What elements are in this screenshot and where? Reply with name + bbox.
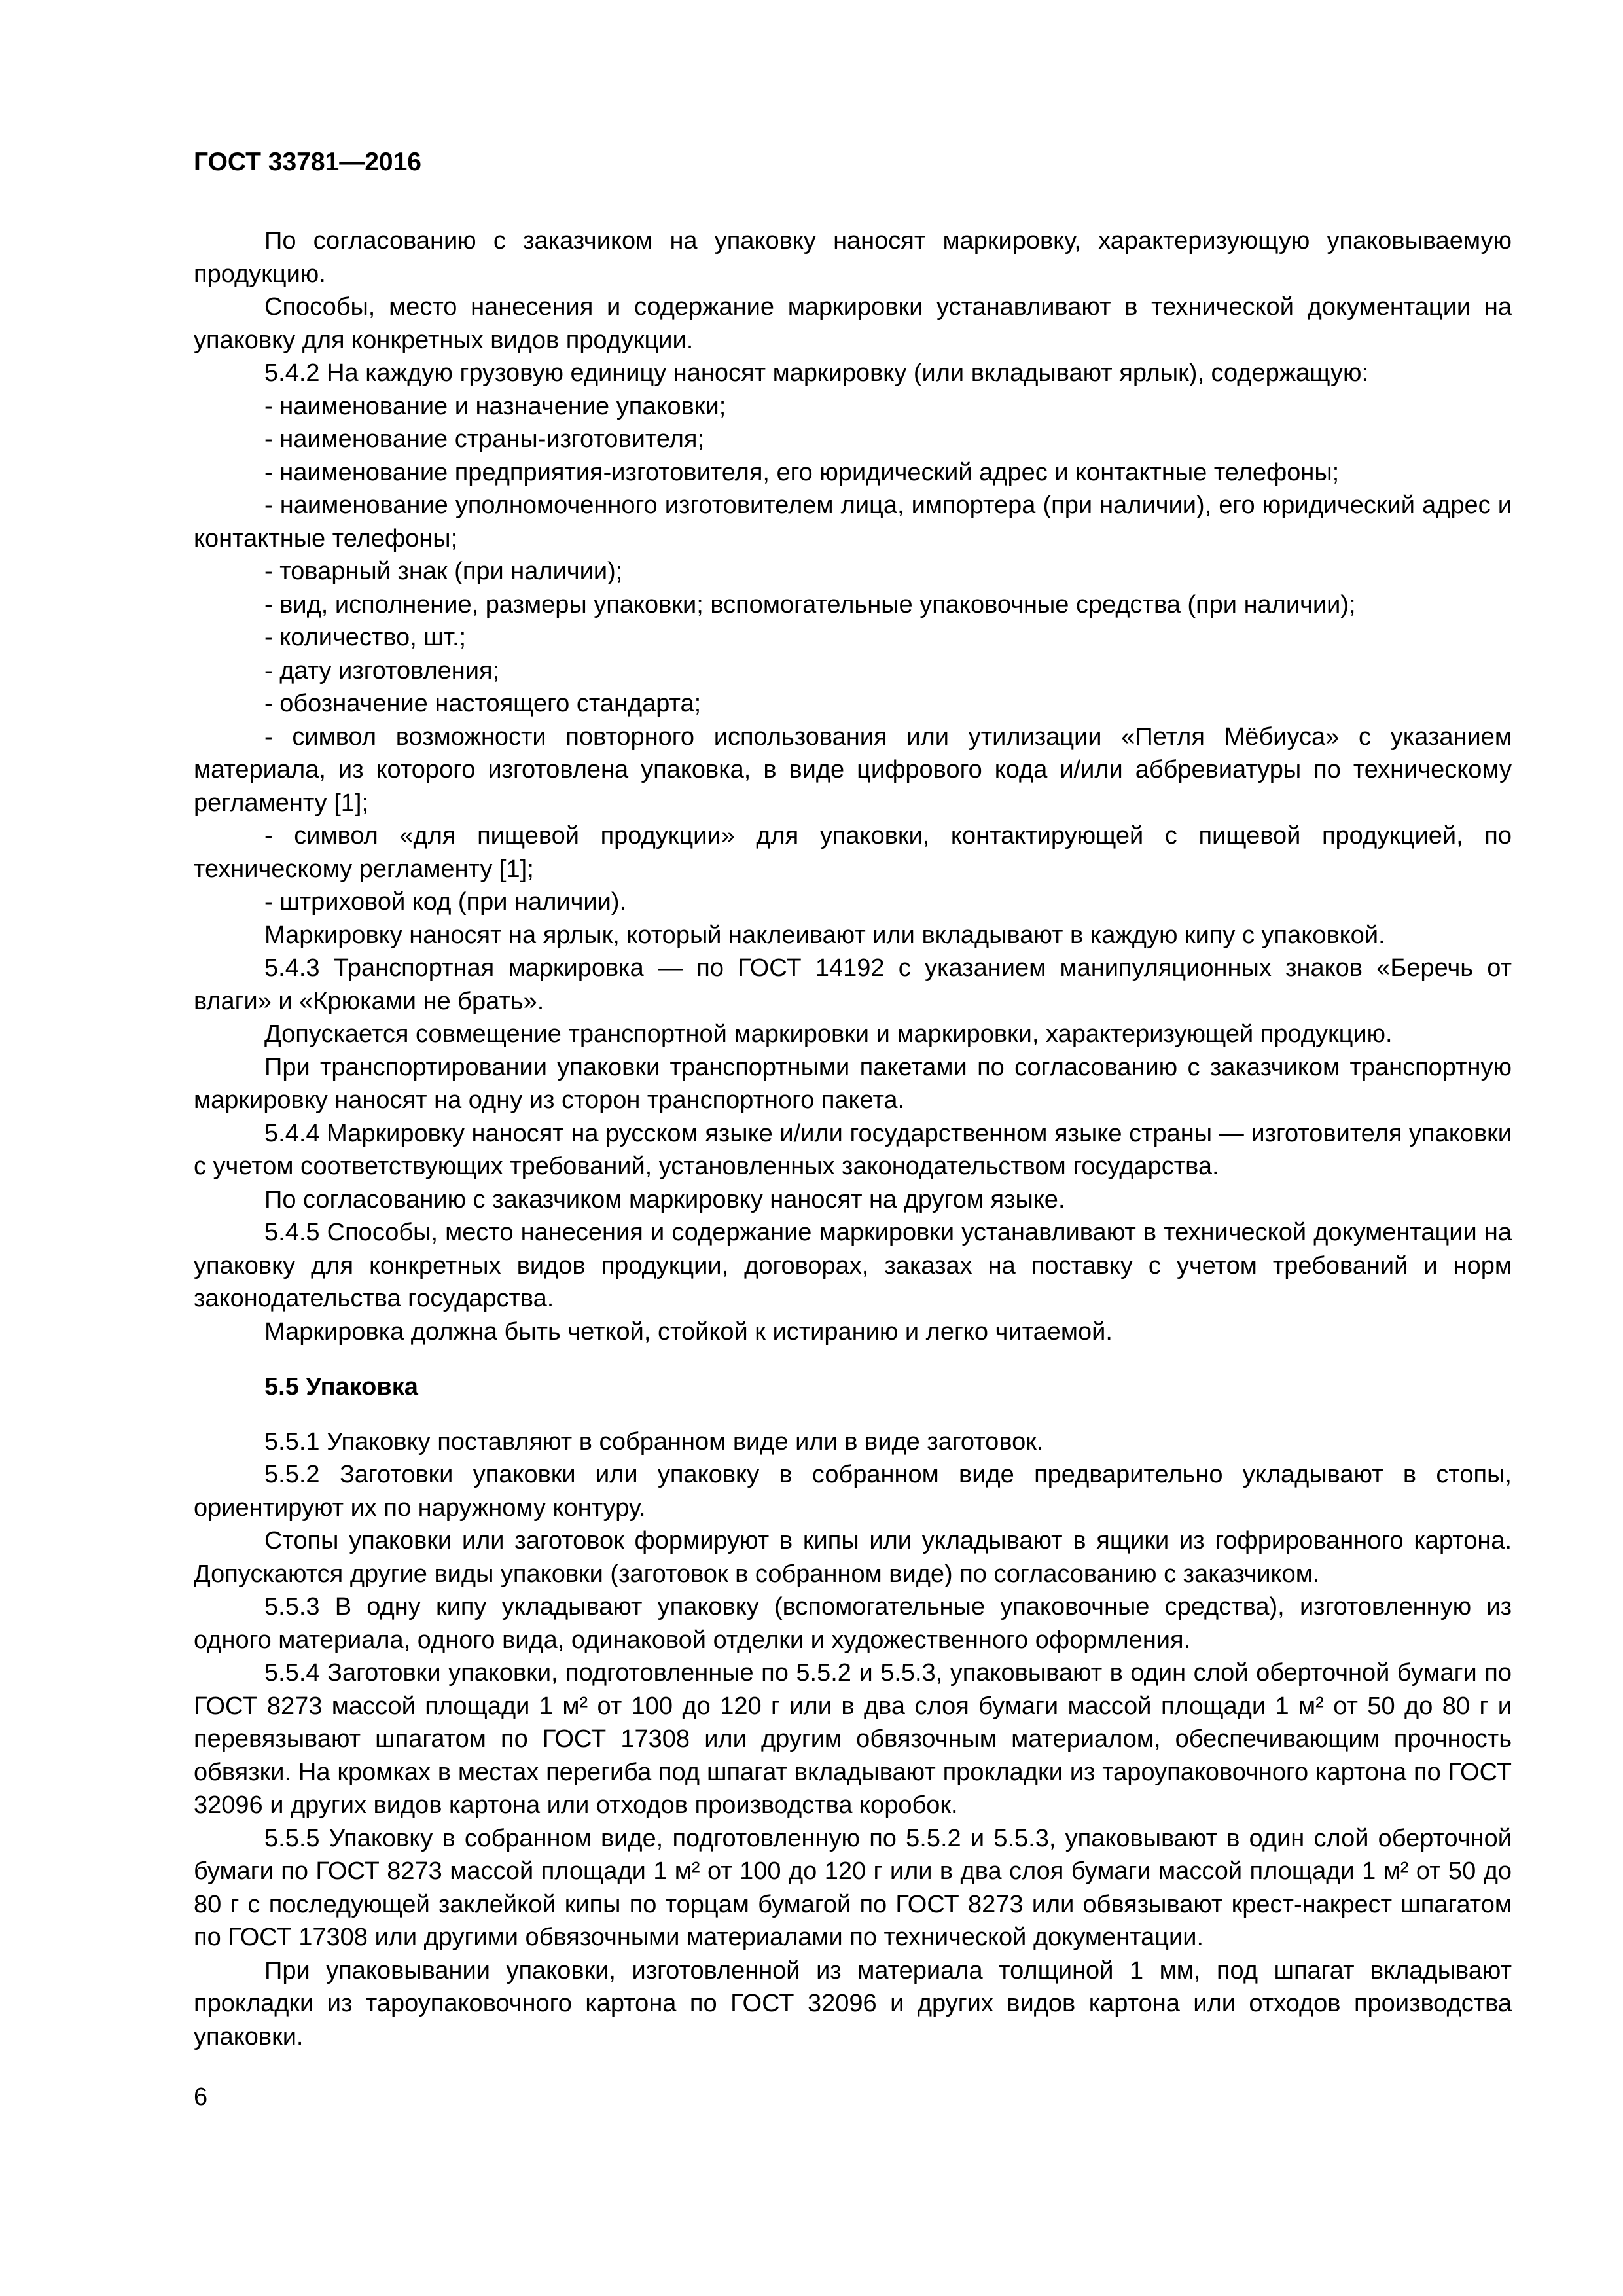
paragraph: 5.4.4 Маркировку наносят на русском языке и/или государственном языке страны — изготовителя упаковки с учетом соответствующих требований, установленных законодательством государства. [194,1119,1512,1180]
paragraph: Способы, место нанесения и содержание маркировки устанавливают в технической документации на упаковку для конкретных видов продукции. [194,293,1512,354]
paragraph: 5.4.3 Транспортная маркировка — по ГОСТ 14192 с указанием манипуляционных знаков «Беречь от влаги» и «Крюками не брать». [194,954,1512,1015]
paragraph: 5.4.5 Способы, место нанесения и содержание маркировки устанавливают в технической документации на упаковку для конкретных видов продукции, договорах, заказах на поставку с учетом требований и норм законодательства государства. [194,1219,1512,1312]
list-item: - дату изготовления; [264,656,500,685]
paragraph: Стопы упаковки или заготовок формируют в кипы или укладывают в ящики из гофрированного картона. Допускаются другие виды упаковки (заготовок в собранном виде) по согласованию с заказчиком. [194,1527,1512,1588]
list-item: - штриховой код (при наличии). [264,888,627,916]
section-title: 5.5 Упаковка [264,1373,418,1401]
paragraph: 5.5.1 Упаковку поставляют в собранном виде или в виде заготовок. [264,1427,1044,1456]
list-item: - товарный знак (при наличии); [264,558,623,585]
list-item: - наименование предприятия-изготовителя, его юридический адрес и контактные телефоны; [264,458,1340,486]
paragraph: При транспортировании упаковки транспортными пакетами по согласованию с заказчиком транспортную маркировку наносят на одну из сторон транспортного пакета. [194,1053,1512,1114]
paragraph: По согласованию с заказчиком на упаковку наносят маркировку, характеризующую упаковываемую продукцию. [194,227,1512,288]
list-item: - наименование и назначение упаковки; [264,392,726,420]
list-item: - обозначение настоящего стандарта; [264,690,702,717]
list-item: - вид, исполнение, размеры упаковки; вспомогательные упаковочные средства (при наличии); [264,590,1356,619]
paragraph: Маркировку наносят на ярлык, который наклеивают или вкладывают в каждую кипу с упаковкой. [264,921,1385,949]
document-code-header: ГОСТ 33781—2016 [194,148,421,176]
paragraph: 5.5.2 Заготовки упаковки или упаковку в собранном виде предварительно укладывают в стопы, ориентируют их по наружному контуру. [194,1461,1512,1522]
paragraph: 5.4.2 На каждую грузовую единицу наносят маркировку (или вкладывают ярлык), содержащую: [264,359,1369,387]
paragraph: По согласованию с заказчиком маркировку наносят на другом языке. [264,1185,1065,1213]
paragraph: При упаковывании упаковки, изготовленной из материала толщиной 1 мм, под шпагат вкладывают прокладки из тароупаковочного картона по ГОСТ 32096 и других видов картона или отходов производства упаковки. [194,1956,1512,2051]
paragraph: 5.5.5 Упаковку в собранном виде, подготовленную по 5.5.2 и 5.5.3, упаковывают в один слой оберточной бумаги по ГОСТ 8273 массой площади 1 м² от 100 до 120 г или в два слоя бумаги массой площади 1 м² от 50 до 80 г с последующей заклейкой кипы по торцам бумагой по ГОСТ 8273 или обвязывают крест-накрест шпагатом по ГОСТ 17308 или другими обвязочными материалами по технической документации. [194,1824,1512,1951]
list-item: - наименование страны-изготовителя; [264,425,705,453]
document-body [194,224,1512,2053]
page-number: 6 [194,2083,208,2111]
list-item: - символ возможности повторного использования или утилизации «Петля Мёбиуса» с указанием материала, из которого изготовлена упаковка, в виде цифрового кода и/или аббревиатуры по техническому регламенту [1]; [194,723,1512,817]
paragraph: 5.5.4 Заготовки упаковки, подготовленные по 5.5.2 и 5.5.3, упаковывают в один слой оберточной бумаги по ГОСТ 8273 массой площади 1 м² от 100 до 120 г или в два слоя бумаги массой площади 1 м² от 50 до 80 г и перевязывают шпагатом по ГОСТ 17308 или другим обвязочным материалом, обеспечивающим прочность обвязки. На кромках в местах перегиба под шпагат вкладывают прокладки из тароупаковочного картона по ГОСТ 32096 и других видов картона или отходов производства коробок. [194,1659,1512,1819]
paragraph: Допускается совмещение транспортной маркировки и маркировки, характеризующей продукцию. [264,1020,1393,1048]
list-item: - наименование уполномоченного изготовителем лица, импортера (при наличии), его юридический адрес и контактные телефоны; [194,492,1512,552]
list-item: - символ «для пищевой продукции» для упаковки, контактирующей с пищевой продукцией, по техническому регламенту [1]; [194,822,1512,883]
list-item: - количество, шт.; [264,624,467,651]
document-page [194,0,1512,2296]
paragraph: Маркировка должна быть четкой, стойкой к истиранию и легко читаемой. [264,1318,1113,1346]
paragraph: 5.5.3 В одну кипу укладывают упаковку (вспомогательные упаковочные средства), изготовленную из одного материала, одного вида, одинаковой отделки и художественного оформления. [194,1593,1512,1654]
